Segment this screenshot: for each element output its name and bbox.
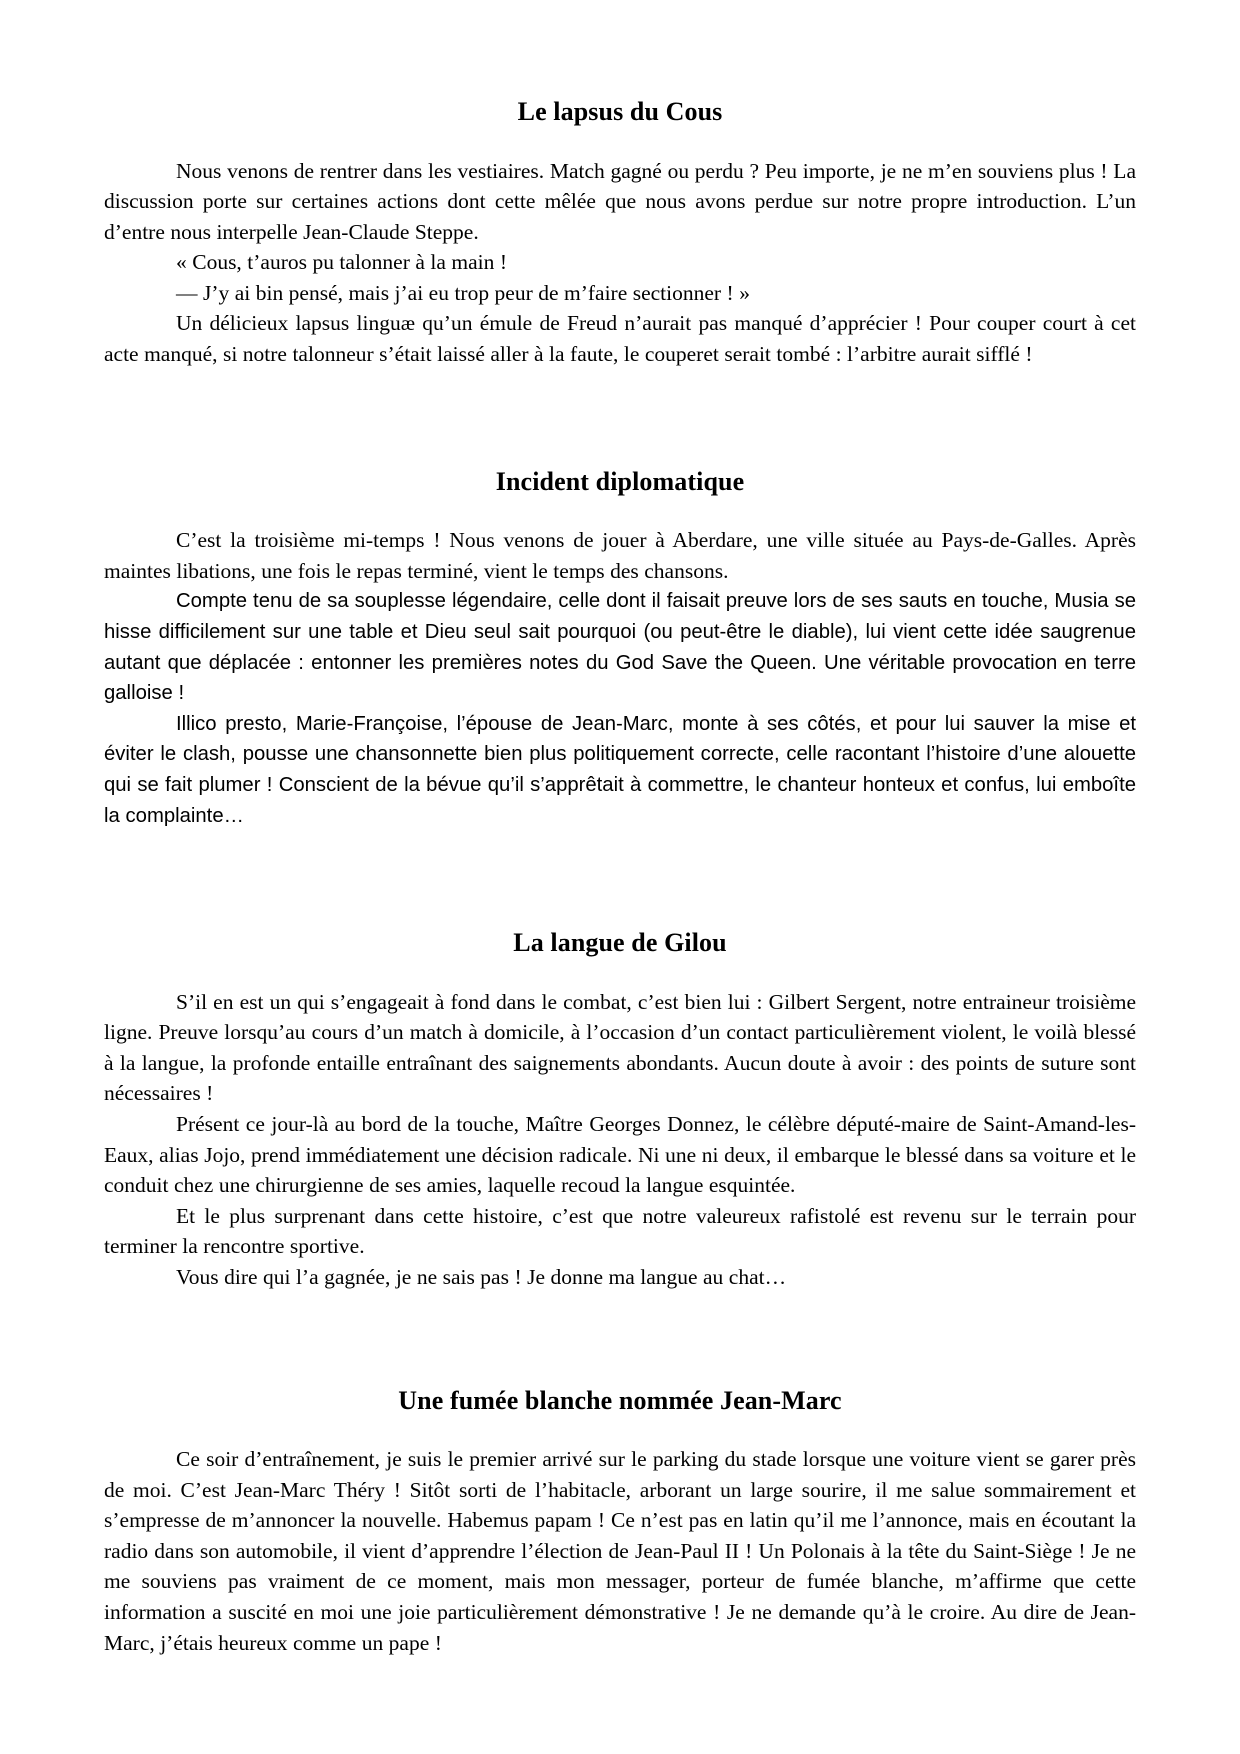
spacer [104, 1417, 1136, 1444]
document-body [104, 96, 1136, 1658]
paragraph: S’il en est un qui s’engageait à fond dans le combat, c’est bien lui : Gilbert Sergent, notre entraineur troisième ligne. Preuve lorsqu’au cours d’un match à domicile, à l’occasion d’un contact particulièrement violent, le voilà blessé à la langue, la profonde entaille entraînant des saignements abondants. Aucun doute à avoir : des points de suture sont nécessaires ! [104, 989, 1136, 1106]
section-heading-lapsus-du-cous: Le lapsus du Cous [517, 97, 723, 126]
paragraph: Compte tenu de sa souplesse légendaire, celle dont il faisait preuve lors de ses sauts en touche, Musia se hisse difficilement sur une table et Dieu seul sait pourquoi (ou peut-être le diable), lui vient cette idée saugrenue autant que déplacée : entonner les premières notes du God Save the Queen. Une véritable provocation en terre galloise ! [104, 590, 1136, 705]
paragraph: Illico presto, Marie-Françoise, l’épouse de Jean-Marc, monte à ses côtés, et pour lui sauver la mise et éviter le clash, pousse une chansonnette bien plus politiquement correcte, celle racontant l’histoire d’une alouette qui se fait plumer ! Conscient de la bévue qu’il s’apprêtait à commettre, le chanteur honteux et confus, lui emboîte la complainte… [104, 712, 1136, 827]
spacer [104, 1293, 1136, 1385]
section-heading-la-langue-de-gilou: La langue de Gilou [513, 928, 727, 958]
paragraph: Vous dire qui l’a gagnée, je ne sais pas ! Je donne ma langue au chat… [176, 1264, 787, 1289]
paragraph: C’est la troisième mi-temps ! Nous venons de jouer à Aberdare, une ville située au Pays-de-Galles. Après maintes libations, une fois le repas terminé, vient le temps des chansons. [104, 528, 1136, 583]
paragraph: Présent ce jour-là au bord de la touche, Maître Georges Donnez, le célèbre député-maire de Saint-Amand-les-Eaux, alias Jojo, prend immédiatement une décision radicale. Ni une ni deux, il embarque le blessé dans sa voiture et le conduit chez une chirurgienne de ses amies, laquelle recoud la langue esquintée. [104, 1111, 1136, 1198]
paragraph: Un délicieux lapsus linguæ qu’un émule de Freud n’aurait pas manqué d’apprécier ! Pour couper court à cet acte manqué, si notre talonneur s’était laissé aller à la faute, le couperet serait tombé : l’arbitre aurait sifflé ! [104, 311, 1136, 367]
paragraph-dialogue-line-2: — J’y ai bin pensé, mais j’ai eu trop peur de m’faire sectionner ! » [176, 280, 750, 305]
spacer [104, 498, 1136, 525]
spacer [104, 370, 1136, 466]
paragraph-dialogue-line-1: « Cous, t’auros pu talonner à la main ! [176, 250, 507, 275]
spacer [104, 960, 1136, 987]
section-heading-une-fumee-blanche-nommee-jean-marc: Une fumée blanche nommée Jean-Marc [398, 1385, 842, 1415]
paragraph: Ce soir d’entraînement, je suis le premier arrivé sur le parking du stade lorsque une voiture vient se garer près de moi. C’est Jean-Marc Théry ! Sitôt sorti de l’habitacle, arborant un large sourire, il me salue sommairement et s’empresse de m’annoncer la nouvelle. Habemus papam ! Ce n’est pas en latin qu’il me l’annonce, mais en écoutant la radio dans son automobile, il vient d’apprendre l’élection de Jean-Paul II ! Un Polonais à la tête du Saint-Siège ! Je ne me souviens pas vraiment de ce moment, mais mon messager, porteur de fumée blanche, m’affirme que cette information a suscité en moi une joie particulièrement démonstrative ! Je ne demande qu’à le croire. Au dire de Jean-Marc, j’étais heureux comme un pape ! [104, 1447, 1136, 1655]
section-heading-incident-diplomatique: Incident diplomatique [495, 466, 745, 496]
spacer [104, 831, 1136, 927]
paragraph: Et le plus surprenant dans cette histoire, c’est que notre valeureux rafistolé est revenu sur le terrain pour terminer la rencontre sportive. [104, 1203, 1136, 1259]
paragraph: Nous venons de rentrer dans les vestiaires. Match gagné ou perdu ? Peu importe, je ne m’en souviens plus ! La discussion porte sur certaines actions dont cette mêlée que nous avons perdue sur notre propre introduction. L’un d’entre nous interpelle Jean-Claude Steppe. [104, 158, 1136, 244]
spacer [104, 129, 1136, 156]
